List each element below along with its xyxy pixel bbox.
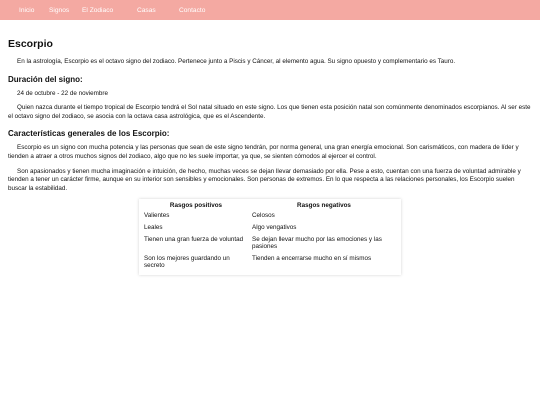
negative-trait-cell: Algo vengativos [252,223,297,231]
duration-paragraph: Quien nazca durante el tiempo tropical de Escorpio tendrá el Sol natal situado en este signo. Los que tienen esta posición natal son comúnmente denominados escorpianos. Al ser este el octavo signo del zodiaco, se asocia con la octava casa astrológica, que es el Ascendente. [8,104,531,120]
nav-link-el-zodiaco[interactable]: El Zodiaco [82,6,114,14]
nav-link-casas[interactable]: Casas [137,6,156,14]
positive-trait-cell: Leales [144,223,163,231]
main-content [0,20,540,275]
negative-trait-cell: Tienden a encerrarse mucho en sí mismos [252,254,372,262]
traits-heading: Características generales de los Escorpio: [8,129,170,139]
traits-paragraph-1: Escorpio es un signo con mucha potencia y las personas que sean de este signo tendrán, por norma general, una gran energía emocional. Son carismáticos, con madera de líder y tienden a atraer a otros muchos signos del zodiaco, algo que no les suele importar, ya que, se sienten cómodos al ejercer el control. [8,144,519,160]
intro-paragraph: En la astrología, Escorpio es el octavo signo del zodiaco. Pertenece junto a Piscis y Cáncer, al elemento agua. Su signo opuesto y complementario es Tauro. [17,58,456,65]
nav-link-signos[interactable]: Signos [49,6,70,14]
traits-table [142,201,398,272]
header-positive-traits: Rasgos positivos [169,202,223,210]
nav-link-contacto[interactable]: Contacto [179,6,206,14]
negative-trait-cell: Se dejan llevar mucho por las emociones y las pasiones [252,235,382,251]
header-negative-traits: Rasgos negativos [297,202,351,210]
nav-link-inicio[interactable]: Inicio [19,6,35,14]
sign-dates: 24 de octubre - 22 de noviembre [17,89,109,97]
top-nav [0,0,540,20]
table-row [142,234,398,253]
traits-paragraph-2: Son apasionados y tienen mucha imaginación e intuición, de hecho, muchas veces se dejan llevar demasiado por ella. Pese a esto, cuentan con una fuerza de voluntad admirable y tienden a tener un carácter firme, aunque en su interior son sensibles y emocionales. Son personas de extremos. En lo que respecta a las relaciones personales, los Escorpio suelen buscar la estabilidad. [8,167,521,192]
table-header-row [142,201,398,210]
positive-trait-cell: Son los mejores guardando un secreto [144,254,230,270]
page-title: Escorpio [8,38,53,50]
traits-table-card [139,199,401,275]
positive-trait-cell: Tienen una gran fuerza de voluntad [144,235,244,243]
positive-trait-cell: Valientes [144,212,170,220]
duration-heading: Duración del signo: [8,74,83,84]
table-row [142,210,398,222]
table-row [142,253,398,272]
negative-trait-cell: Celosos [252,212,275,220]
table-row [142,222,398,234]
